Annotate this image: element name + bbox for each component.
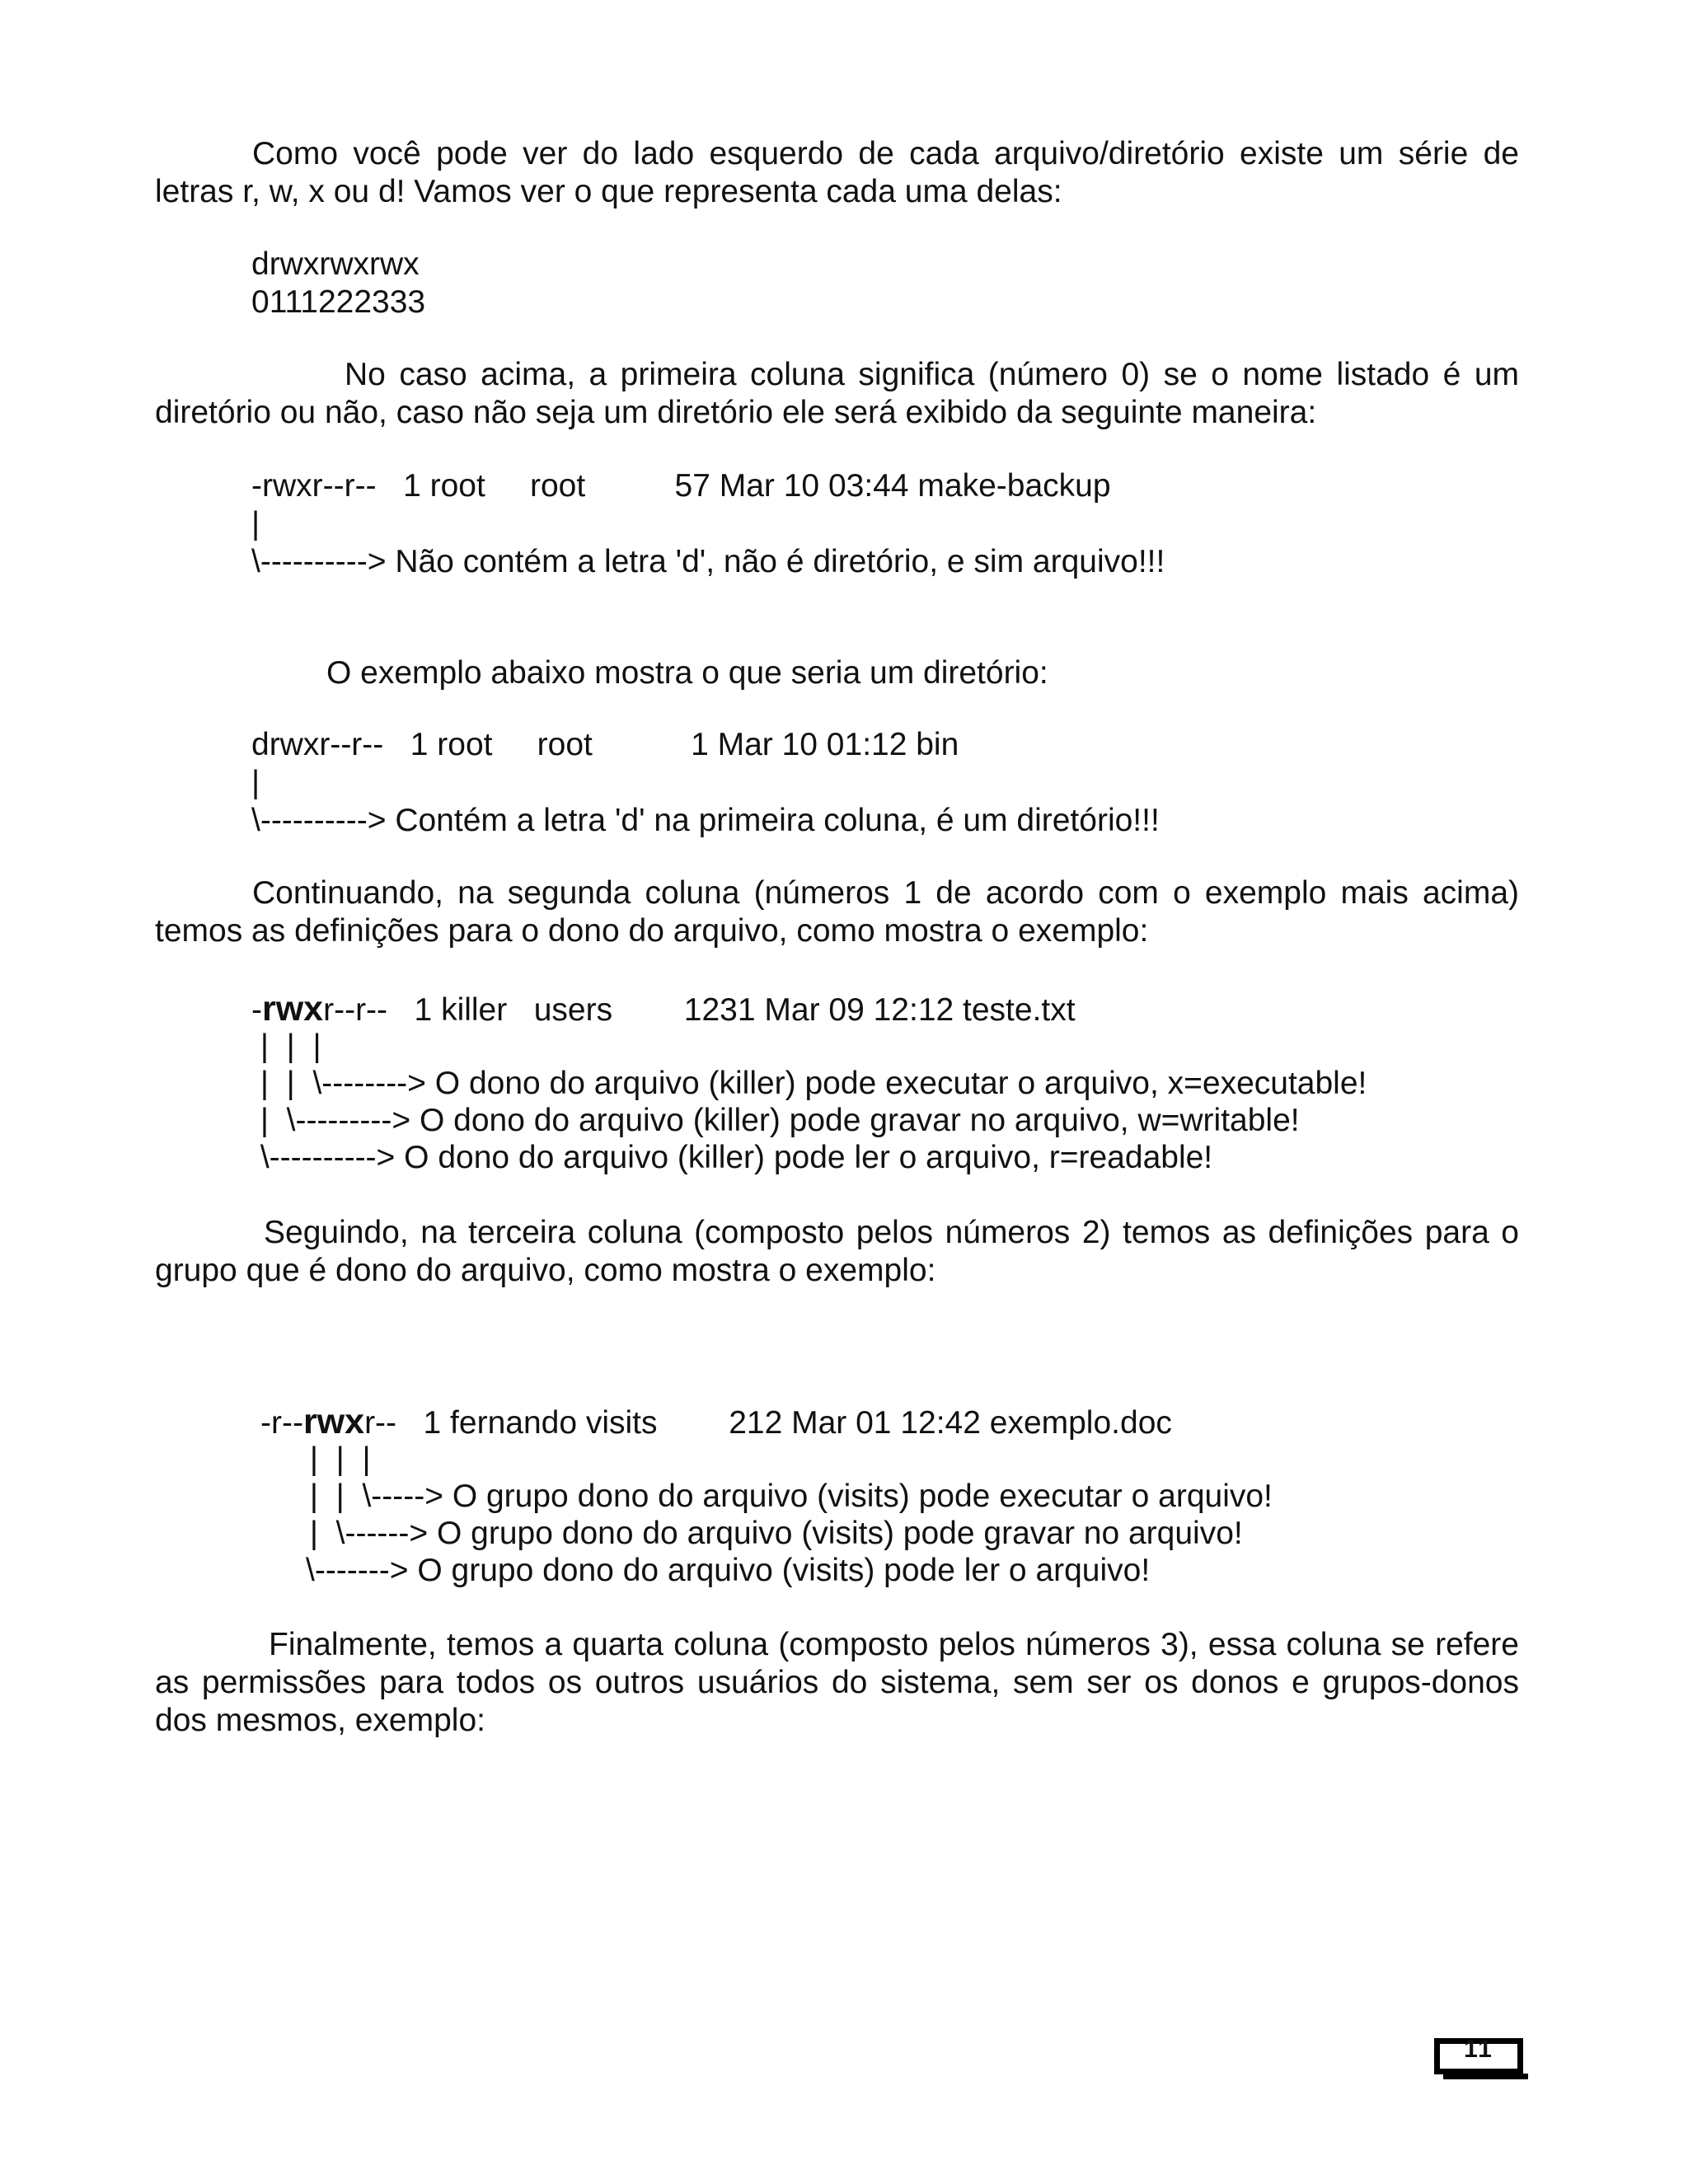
paragraph-first-column [155,356,1519,432]
annotation-owner-write: | \---------> O dono do arquivo (killer) pode gravar no arquivo, w=writable! [251,1103,1300,1138]
paragraph-group-column [155,1214,1519,1290]
paragraph-group-column-text: Seguindo, na terceira coluna (composto pelos números 2) temos as definições para o grupo que é dono do arquivo, como mostra o exemplo: [155,1215,1519,1288]
listing-remainder: r--r-- 1 killer users 1231 Mar 09 12:12 teste.txt [323,992,1076,1028]
annotation-owner-read: \----------> O dono do arquivo (killer) pode ler o arquivo, r=readable! [251,1140,1213,1175]
paragraph-directory-example: O exemplo abaixo mostra o que seria um diretório: [326,655,1048,691]
annotation-group-execute: | | \-----> O grupo dono do arquivo (visits) pode executar o arquivo! [301,1479,1273,1514]
annotation-owner-execute: | | \--------> O dono do arquivo (killer) pode executar o arquivo, x=executable! [251,1066,1367,1101]
listing-type-prefix: -r-- [260,1405,303,1441]
annotation-group-read: \-------> O grupo dono do arquivo (visits) pode ler o arquivo! [306,1553,1151,1588]
paragraph-intro-text: Como você pode ver do lado esquerdo de cada arquivo/diretório existe um série de letras r, w, x ou d! Vamos ver o que representa cada uma delas: [155,136,1519,209]
group-permissions-highlight: rwx [302,1402,365,1441]
paragraph-others-column [155,1626,1519,1740]
annotation-group-write: | \------> O grupo dono do arquivo (visits) pode gravar no arquivo! [301,1516,1243,1551]
listing-pointer-pipes: | | | [301,1441,371,1477]
listing-pointer-pipes: | | | [251,1029,321,1064]
paragraph-others-column-text: Finalmente, temos a quarta coluna (composto pelos números 3), essa coluna se refere as permissões para todos os outros usuários do sistema, sem ser os donos e grupos-donos dos mesmos, exemplo: [155,1627,1519,1738]
permission-string: drwxrwxrwx [251,246,420,282]
paragraph-intro [155,135,1519,211]
page-number: 11 [1464,2036,1493,2063]
paragraph-first-column-text: No caso acima, a primeira coluna significa (número 0) se o nome listado é um diretório ou não, caso não seja um diretório ele será exibido da seguinte maneira: [155,357,1519,430]
paragraph-owner-column-text: Continuando, na segunda coluna (números 1 de acordo com o exemplo mais acima) temos as definições para o dono do arquivo, como mostra o exemplo: [155,875,1519,949]
listing-annotation-directory: \----------> Contém a letra 'd' na primeira coluna, é um diretório!!! [251,803,1160,838]
file-listing-exemplo [260,1403,1172,1442]
file-listing-make-backup: -rwxr--r-- 1 root root 57 Mar 10 03:44 make-backup [251,468,1111,504]
paragraph-owner-column [155,874,1519,950]
file-listing-bin: drwxr--r-- 1 root root 1 Mar 10 01:12 bin [251,727,959,762]
file-listing-teste [251,990,1076,1029]
listing-type-prefix: - [251,992,262,1028]
permission-column-numbers: 0111222333 [251,284,426,320]
listing-remainder: r-- 1 fernando visits 212 Mar 01 12:42 exemplo.doc [364,1405,1172,1441]
listing-pointer-pipe: | [251,506,260,541]
listing-annotation-file: \----------> Não contém a letra 'd', não é diretório, e sim arquivo!!! [251,544,1165,579]
page-number-box [1434,2038,1523,2074]
listing-pointer-pipe: | [251,765,260,800]
owner-permissions-highlight: rwx [262,989,324,1029]
